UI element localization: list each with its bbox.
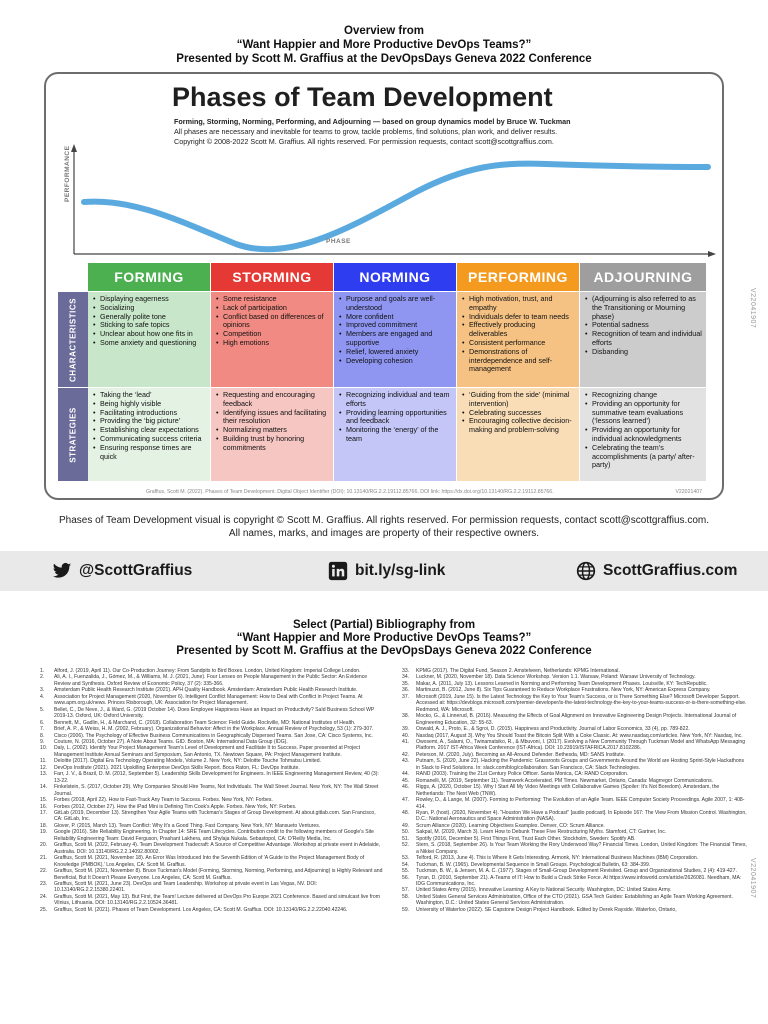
bullet-item: • Purpose and goals are well-understood: [339, 295, 452, 313]
reference-text: Bennett, M., Gadlin, H., & Marchand, C. (2018). Collaboration Team Science: Field Guide. Rockville, MD: National Institutes of Health.: [54, 719, 356, 726]
reference-text: Graffius, Scott M. (2021, May 13). But First, the Team! Lecture delivered at DevOps Pro Europe 2021 Conference. Based and simulcast live from Vilnius, Lithuania. DOI: 10.13140/RG.2.2.10524.36481.: [54, 893, 380, 907]
bullet-item: • Ensuring response times are quick: [93, 444, 206, 462]
performance-axis-label: PERFORMANCE: [64, 145, 71, 202]
bullet-item: • Celebrating successes: [462, 409, 575, 418]
reference-text: GitLab (2019, December 13). Strengthen Your Agile Teams with Tuckman's Stages of Group Development. At about.gitlab.com. San Francisco, CA: GitLab, Inc.: [54, 809, 376, 823]
website-link[interactable]: [576, 561, 737, 581]
reference-item: [402, 784, 747, 797]
bullet-item: • Lack of participation: [216, 304, 329, 313]
reference-number: 34.: [402, 674, 410, 681]
linkedin-icon: [328, 561, 348, 581]
reference-text: Peterson, M. (2020, July). Becoming an All-Around Defender. Bethesda, MD: SANS Institute.: [416, 751, 625, 758]
bullet-item: • Generally polite tone: [93, 313, 206, 322]
reference-number: 55.: [402, 868, 410, 875]
bullet-item: • Socializing: [93, 304, 206, 313]
reference-number: 8.: [40, 732, 45, 739]
reference-text: Forbes (2018, April 22). How to Fast-Track Any Team to Success. Forbes. New York, NY: Forbes.: [54, 797, 273, 804]
reference-text: Graffius, Scott M. (2021, November 8). Bruce Tuckman's Model (Forming, Storming, Norming, Performing, and Adjourning) is Highly Relevant and Beneficial, But It Doesn't Please Everyone. Los Angeles, CA: Scott M. Graffius.: [54, 868, 383, 881]
reference-number: 39.: [402, 726, 410, 733]
reference-text: Graffius, Scott M. (2021, June 23). DevOps and Team Leadership. Workshop at private event in Las Vegas, NV. DOI: 10.13140/RG.2.2.15380.22401.: [54, 880, 318, 894]
bullet-item: • Being highly visible: [93, 400, 206, 409]
reference-item: [402, 907, 747, 913]
infographic-description: All phases are necessary and inevitable for teams to grow, tackle problems, find solutions, plan work, and deliver results.: [174, 127, 558, 136]
reference-text: DevOps Institute (2021). 2021 Upskilling Enterprise DevOps Skills Report. Boca Raton, FL: DevOps Institute.: [54, 764, 300, 771]
bullet-item: • Consistent performance: [462, 339, 575, 348]
bullet-item: • Displaying eagerness: [93, 295, 206, 304]
bullet-item: • Some anxiety and questioning: [93, 339, 206, 348]
phase-axis-label: PHASE: [326, 238, 351, 245]
reference-text: Sakpal, M. (2020, March 3). Learn How to Debunk These Five Restructuring Myths. Stamford, CT: Gartner, Inc.: [416, 829, 667, 836]
reference-text: Telford, R. (2013, June 4). This is Where It Gets Interesting. Armonk, NY: International Business Machines (IBM) Corporation.: [416, 855, 699, 862]
reference-text: Makar, A. (2011, July 13). Lessons Learned in Norming and Performing Team Development Phases. Louisville, KY: TechRepublic.: [416, 680, 708, 687]
performing-strategies: [457, 388, 579, 481]
bullet-item: • Sticking to safe topics: [93, 321, 206, 330]
reference-item: [402, 894, 747, 907]
bibliography-title-3: Presented by Scott M. Graffius at the DevOpsDays Geneva 2022 Conference: [176, 645, 592, 657]
reference-item: [40, 674, 385, 687]
reference-text: Putnam, S. (2020, June 22). Hacking the Pandemic: Grassroots Groups and Governments Around the World are Hosting Sprint-Style Hackathons in Slack to Find Solutions. In: slack.com/blog/collaboration. San Francisco, CA: Slack Technologies.: [416, 758, 745, 771]
reference-text: Microsoft (2019, June 15). Is the Latest Technology the Key to Your Team's Success, or is There Something Else? Microsoft Developer Support. Accessed at: https://devblogs.microsoft.com/premier-developer/is-the-latest-technology-the-key-to-your-teams-success-or-is-there-something-else. Redmond, WA: Microsoft.: [416, 693, 747, 713]
linkedin-link[interactable]: [328, 561, 445, 581]
reference-number: 54.: [402, 861, 410, 868]
reference-number: 3.: [40, 687, 45, 694]
reference-text: Daly, L. (2002). Identify Your Project Management Team's Level of Development and Facilitate It to Success. Paper presented at Project Management Institute Annual Seminars and Symposium, San Antonio, TX. Newtown Square, PA: Project Management Institute.: [54, 745, 361, 758]
reference-number: 18.: [40, 822, 48, 829]
twitter-handle: @ScottGraffius: [79, 562, 193, 579]
reference-number: 14.: [40, 784, 48, 791]
bullet-item: • Effectively producing deliverables: [462, 321, 575, 339]
reference-number: 24.: [40, 893, 48, 900]
bullet-item: • Individuals defer to team needs: [462, 313, 575, 322]
reference-text: Riggs, A. (2020, October 15). Why I Start All My Video Meetings with Collaborative Games (Spoiler: It's Not Boredom). Amsterdam, the Netherlands: The Next Web (TNW).: [416, 784, 720, 797]
bullet-item: • More confident: [339, 313, 452, 322]
reference-item: [40, 907, 385, 913]
reference-text: Martinuzzi, B. (2012, June 8). Six Tips Guaranteed to Reduce Workplace Frustrations. New York, NY: American Express Company.: [416, 687, 711, 694]
reference-text: KPMG (2017). The Digital Fund, Season 2. Amstelveen, Netherlands: KPMG International.: [416, 668, 620, 674]
reference-text: Finkelstein, S. (2017, October 29). Why Companies Should Hire Teams, Not Individuals. The Wall Street Journal. New York, NY: The Wall Street Journal.: [54, 784, 379, 797]
twitter-icon: [52, 561, 72, 581]
norming-characteristics: [334, 292, 456, 387]
bullet-item: • Taking the ‘lead’: [93, 391, 206, 400]
reference-item: [40, 855, 385, 868]
reference-number: 51.: [402, 835, 410, 842]
reference-item: [402, 713, 747, 726]
bullet-item: • Building trust by honoring commitments: [216, 435, 329, 453]
reference-text: Spotify (2016, December 5). First Things First, Trust Each Other. Stockholm, Sweden: Spotify AB.: [416, 835, 636, 842]
reference-text: Scrum Alliance (2020). Learning Objectives Examples. Denver, CO: Scrum Alliance.: [416, 822, 605, 829]
forming-strategies: [88, 388, 210, 481]
bullet-item: • Improved commitment: [339, 321, 452, 330]
reference-item: [40, 881, 385, 894]
reference-text: Ali, A. I., Fuenzalida, J., Gómez, M., & Williams, M. J. (2021, June). Four Lenses on People Management in the Public Sector: An Evidence Review and Synthesis. Oxford Review of Economic Policy, 37 (2): 335-366.: [54, 674, 368, 687]
reference-number: 50.: [402, 829, 410, 836]
bullet-item: • Providing an opportunity for individual acknowledgments: [585, 426, 702, 444]
reference-number: 52.: [402, 842, 410, 849]
storming-strategies: [211, 388, 333, 481]
bullet-item: • Competition: [216, 330, 329, 339]
bullet-item: • Requesting and encouraging feedback: [216, 391, 329, 409]
reference-text: Oswald, A. J., Proto, E., & Sgroi, D. (2015). Happiness and Productivity. Journal of Labor Economics, 33 (4), pp. 789-822.: [416, 726, 690, 733]
reference-text: Graffius, Scott M. (2021, November 18). An Error Was Introduced Into the Seventh Edition of 'A Guide to the Project Management Body of Knowledge (PMBOK).' Los Angeles, CA: Scott M. Graffius.: [54, 855, 365, 868]
reference-number: 49.: [402, 822, 410, 829]
bullet-item: • Some resistance: [216, 295, 329, 304]
reference-number: 15.: [40, 797, 48, 804]
side-version-id: V22041907: [749, 288, 756, 329]
reference-item: [402, 694, 747, 713]
bullet-item: • Normalizing matters: [216, 426, 329, 435]
bullet-item: • Disbanding: [585, 348, 702, 357]
reference-text: Farr, J. V., & Brazil, D. M. (2012, September 5). Leadership Skills Development for Engineers. In IEEE Engineering Management Review, 40 (3): 13-22.: [54, 771, 379, 784]
bullet-item: • ‘Guiding from the side’ (minimal intervention): [462, 391, 575, 409]
reference-text: United States Army (2015). Innovative Learning: A Key to National Security. Washington, DC: United States Army.: [416, 887, 672, 894]
reference-text: University of Waterloo (2022). SE Capstone Design Project Handbook. Edited by Derek Rayside. Waterloo, Ontario,: [416, 906, 677, 913]
performance-curve: [84, 164, 708, 250]
reference-item: [40, 829, 385, 842]
reference-number: 10.: [40, 745, 48, 752]
linkedin-url: bit.ly/sg-link: [355, 562, 446, 579]
reference-number: 33.: [402, 668, 410, 674]
reference-number: 4.: [40, 693, 45, 700]
bullet-item: • High emotions: [216, 339, 329, 348]
bullet-item: • Demonstrations of interdependence and self-management: [462, 348, 575, 374]
reference-item: [402, 797, 747, 810]
reference-text: Alford, J. (2019, April 11). Our Co-Production Journey: From Sandpits to Bird Boxes. London, United Kingdom: Imperial College London.: [54, 668, 361, 674]
reference-number: 41.: [402, 738, 410, 745]
infographic-title: Phases of Team Development: [172, 82, 553, 112]
reference-item: [40, 868, 385, 881]
reference-number: 59.: [402, 906, 410, 913]
reference-number: 6.: [40, 719, 45, 726]
bibliography-left-column: [40, 668, 385, 913]
bullet-item: • Celebrating the team’s accomplishments (a party/ after-party): [585, 444, 702, 470]
strategies-row-label: STRATEGIES: [58, 388, 88, 481]
reference-item: [402, 842, 747, 855]
bullet-item: • Members are engaged and supportive: [339, 330, 452, 348]
bullet-item: • Encouraging collective decision-making and problem-solving: [462, 417, 575, 435]
reference-text: Owosemi, A., Salami, O., Twinamatsiko, R., & Mbuvoni, I. (2017). Evolving a New Community Through Tuckman Model and WhatsApp Messaging Platform. 2017 IST-Africa Week Conference (IST-Africa). DOI: 10.23919/ISTAFRICA.2017.8102286.: [416, 738, 746, 752]
reference-text: Brief, A. P., & Weiss, H. M. (2002, February). Organizational Behavior: Affect in the Workplace. Annual Review of Psychology, 53 (1): 279-307.: [54, 726, 374, 733]
reference-item: [40, 771, 385, 784]
reference-text: Tyran, D. (2010, September 21). A-Teams of IT: How to Build a Crack Strike Force. At https://www.infoworld.com/article/2626081. Needham, MA: IDG Communications, Inc.: [416, 874, 742, 887]
performing-characteristics: [457, 292, 579, 387]
bibliography-title-1: Select (Partial) Bibliography from: [292, 619, 476, 631]
phase-header-adjourning: ADJOURNING: [580, 263, 706, 291]
bullet-item: • Providing learning opportunities and feedback: [339, 409, 452, 427]
reference-number: 20.: [40, 842, 48, 849]
reference-text: Rowley, D., & Lange, M. (2007). Forming to Performing: The Evolution of an Agile Team. IEEE Computer Society Proceedings. Agile 2007, 1: 408-414.: [416, 797, 745, 810]
bullet-item: • (Adjourning is also referred to as the Transitioning or Mourning phase): [585, 295, 702, 321]
reference-number: 9.: [40, 738, 45, 745]
infographic-citation: Graffius, Scott M. (2022). Phases of Team Development. Digital Object Identifier (DOI): 10.13140/RG.2.2.19112.85766. DOI link: https://dx.doi.org/10.13140/RG.2.2.19112.85766.: [146, 489, 554, 495]
phase-header-forming: FORMING: [88, 263, 210, 291]
reference-number: 42.: [402, 751, 410, 758]
bullet-item: • Recognizing individual and team efforts: [339, 391, 452, 409]
bullet-item: • High motivation, trust, and empathy: [462, 295, 575, 313]
reference-number: 23.: [40, 880, 48, 887]
reference-text: Ryan, P. (host). (2020, November 4). "Houston We Have a Podcast" [audio podcast]. In Episode 167: The View From Mission Control. Washington, D.C.: National Aeronautics and Space Administration (NASA).: [416, 809, 747, 823]
header-line-1: Overview from: [344, 25, 424, 37]
phase-header-performing: PERFORMING: [457, 263, 579, 291]
trademark-notice: All names, marks, and images are property of their respective owners.: [228, 528, 540, 539]
reference-text: Nasdaq (2017, August 3). Why You Should Toast the Bitcoin Split With a Coke Classic. At: www.nasdaq.com/articles. New York, NY: Nasdaq, Inc.: [416, 732, 743, 739]
reference-text: Mocko, G., & Linnerud, B. (2016). Measuring the Effects of Goal Alignment on Innovative Engineering Design Projects. International Journal of Engineering Education, 32: 55-63.: [416, 713, 737, 726]
phase-header-norming: NORMING: [334, 263, 456, 291]
reference-number: 56.: [402, 874, 410, 881]
reference-number: 44.: [402, 771, 410, 778]
y-axis-arrow: [71, 144, 77, 152]
bullet-item: • Establishing clear expectations: [93, 426, 206, 435]
bullet-item: • Monitoring the ‘energy’ of the team: [339, 426, 452, 444]
bibliography-title-2: “Want Happier and More Productive DevOps Teams?”: [236, 632, 532, 644]
reference-text: Bellet, C., De Neve, J., & Ward, G. (2019 October 14). Does Employee Happiness Have an Impact on Productivity? Saïd Business School WP 2019-13. Oxford, UK: Oxford University.: [54, 706, 375, 720]
bibliography-right-column: [402, 668, 747, 913]
bullet-item: • Providing an opportunity for summative team evaluations (‘lessons learned’): [585, 400, 702, 426]
reference-number: 22.: [40, 868, 48, 875]
reference-item: [402, 739, 747, 752]
reference-number: 25.: [40, 906, 48, 913]
bullet-item: • Recognition of team and individual efforts: [585, 330, 702, 348]
adjourning-strategies: [580, 388, 706, 481]
social-links-bar: [0, 551, 768, 591]
reference-item: [402, 810, 747, 823]
reference-number: 21.: [40, 855, 48, 862]
reference-number: 53.: [402, 855, 410, 862]
bullet-item: • Unclear about how one fits in: [93, 330, 206, 339]
reference-number: 37.: [402, 693, 410, 700]
reference-text: Graffius, Scott M. (2021). Phases of Team Development. Los Angeles, CA: Scott M. Graffius. DOI: 10.13140/RG.2.2.22040.42246.: [54, 906, 348, 913]
reference-number: 19.: [40, 829, 48, 836]
copyright-notice: Phases of Team Development visual is copyright © Scott M. Graffius. All rights reserved. For permission requests, contact scott@scottgraffius.com.: [58, 515, 709, 526]
reference-text: Luckner, M. (2020, November 18). Data Science Workshop. Version 1.1. Warsaw, Poland: Warsaw University of Technology.: [416, 674, 696, 681]
reference-item: [40, 784, 385, 797]
reference-text: Stern, S. (2018, September 26). Is Your Team Working the Rory Underwood Way? Financial Times. London, United Kingdom: The Financial Times, a Nikkei Company.: [416, 842, 747, 855]
reference-number: 47.: [402, 797, 410, 804]
reference-text: Tuckman, B. W. (1965). Developmental Sequence in Small Groups. Psychological Bulletin, 63: 384-399.: [416, 861, 651, 868]
storming-characteristics: [211, 292, 333, 387]
team-development-infographic: [44, 72, 724, 500]
reference-number: 38.: [402, 713, 410, 720]
phase-header-storming: STORMING: [211, 263, 333, 291]
header-line-3: Presented by Scott M. Graffius at the DevOpsDays Geneva 2022 Conference: [176, 53, 592, 65]
bullet-item: • Potential sadness: [585, 321, 702, 330]
reference-text: Deloitte (2017). Digital Era Technology Operating Models, Volume 2. New York, NY: Deloitte Touche Tohmatsu Limited.: [54, 758, 321, 765]
reference-text: United States General Services Administration, Office of the CTO (2021). GSA Tech Guides: Establishing an Agile Team Working Agreement. Washington, D.C.: United States General Services Administration.: [416, 893, 733, 907]
infographic-version: V22021407: [675, 489, 702, 495]
infographic-subtitle: Forming, Storming, Norming, Performing, and Adjourning — based on group dynamics model by Bruce W. Tuckman: [174, 117, 571, 126]
reference-text: Amsterdam Public Health Research Institute (2021). APH Quality Handbook. Amsterdam: Amsterdam Public Health Research Institute.: [54, 687, 358, 694]
reference-number: 46.: [402, 784, 410, 791]
reference-number: 1.: [40, 668, 45, 674]
reference-text: Romanelli, M. (2019, September 11). Teamwork Accelerated. PM Times. Newmarket, Ontario, Canada: Magrregor Communications.: [416, 777, 714, 784]
performance-curve-chart: [46, 74, 724, 264]
bullet-item: • Identifying issues and facilitating their resolution: [216, 409, 329, 427]
reference-item: [40, 707, 385, 720]
reference-item: [402, 758, 747, 771]
reference-number: 7.: [40, 726, 45, 733]
reference-number: 2.: [40, 674, 45, 681]
reference-text: RAND (2003). Training the 21st Century Police Officer. Santa Monica, CA: RAND Corporation.: [416, 771, 629, 778]
adjourning-characteristics: [580, 292, 706, 387]
reference-number: 36.: [402, 687, 410, 694]
twitter-link[interactable]: [52, 561, 192, 581]
reference-number: 57.: [402, 887, 410, 894]
reference-number: 13.: [40, 771, 48, 778]
reference-text: Forbes (2012, October 27). How the iPad Mini is Defining Tim Cook's Apple. Forbes. New York, NY: Forbes.: [54, 803, 297, 810]
characteristics-row-label: CHARACTERISTICS: [58, 292, 88, 387]
forming-characteristics: [88, 292, 210, 387]
globe-icon: [576, 561, 596, 581]
infographic-copyright: Copyright © 2008-2022 Scott M. Graffius. All rights reserved. For permission requests, contact scott@scottgraffius.com.: [174, 137, 554, 146]
website-url: ScottGraffius.com: [603, 562, 738, 579]
bullet-item: • Providing the ‘big picture’: [93, 417, 206, 426]
reference-number: 5.: [40, 706, 45, 713]
reference-number: 11.: [40, 758, 47, 765]
reference-number: 40.: [402, 732, 410, 739]
bullet-item: • Relief, lowered anxiety: [339, 348, 452, 357]
bullet-item: • Developing cohesion: [339, 357, 452, 366]
reference-text: Graffius, Scott M. (2022, February 4). Team Development Tradecraft: A Source of Competitive Advantage. Workshop at private event in Adelaide, Australia. DOI: 10.13140/RG.2.2.14092.80002.: [54, 842, 381, 855]
reference-text: Cisco (2006). The Psychology of Effective Business Communications in Geographically Dispersed Teams. San Jose, CA: Cisco Systems, Inc.: [54, 732, 373, 739]
bibliography-side-id: V22041907: [749, 858, 756, 899]
x-axis-arrow: [708, 251, 716, 257]
header-line-2: “Want Happier and More Productive DevOps Teams?”: [236, 39, 532, 51]
reference-number: 43.: [402, 758, 410, 765]
norming-strategies: [334, 388, 456, 481]
bullet-item: • Facilitating introductions: [93, 409, 206, 418]
reference-number: 12.: [40, 764, 48, 771]
reference-text: Tuckman, B. W., & Jensen, M. A. C. (1977). Stages of Small-Group Development Revisited. Group and Organizational Studies, 2 (4): 419-427.: [416, 868, 737, 875]
reference-number: 48.: [402, 809, 410, 816]
reference-item: [40, 745, 385, 758]
reference-number: 35.: [402, 680, 410, 687]
reference-text: Couture, N. (2016, October 27). A Note About Teams. GID. Boston, MA: International Data Group (IDG).: [54, 738, 288, 745]
reference-number: 16.: [40, 803, 48, 810]
bullet-item: • Recognizing change: [585, 391, 702, 400]
reference-number: 17.: [40, 809, 48, 816]
reference-text: Google (2016). Site Reliability Engineering. In Chapter 14: SRE Team Lifecycles. Contribution credit to the following members of Google's Site Reliability Engineering Team: David Ferguson, Prashant Lakhera, and Shylaja Nukala. Sebastopol, CA: O'Reilly Media, Inc.: [54, 829, 374, 842]
reference-text: Association for Project Management (2020, November 6). Intelligent Conflict Management: How to Deal with Conflict in Project Teams. At www.apm.org.uk/news. Princes Risborough, UK: Association for Project Management.: [54, 693, 363, 707]
bullet-item: • Communicating success criteria: [93, 435, 206, 444]
reference-number: 58.: [402, 893, 410, 900]
reference-item: [40, 894, 385, 907]
bullet-item: • Conflict based on differences of opinions: [216, 313, 329, 331]
reference-item: [40, 842, 385, 855]
reference-number: 45.: [402, 777, 410, 784]
reference-text: Glover, P. (2015, March 13). Team Conflict: Why It's a Good Thing. Fast Company. New York, NY: Mansueto Ventures.: [54, 822, 321, 829]
reference-item: [40, 694, 385, 707]
reference-item: [402, 875, 747, 888]
reference-item: [40, 810, 385, 823]
